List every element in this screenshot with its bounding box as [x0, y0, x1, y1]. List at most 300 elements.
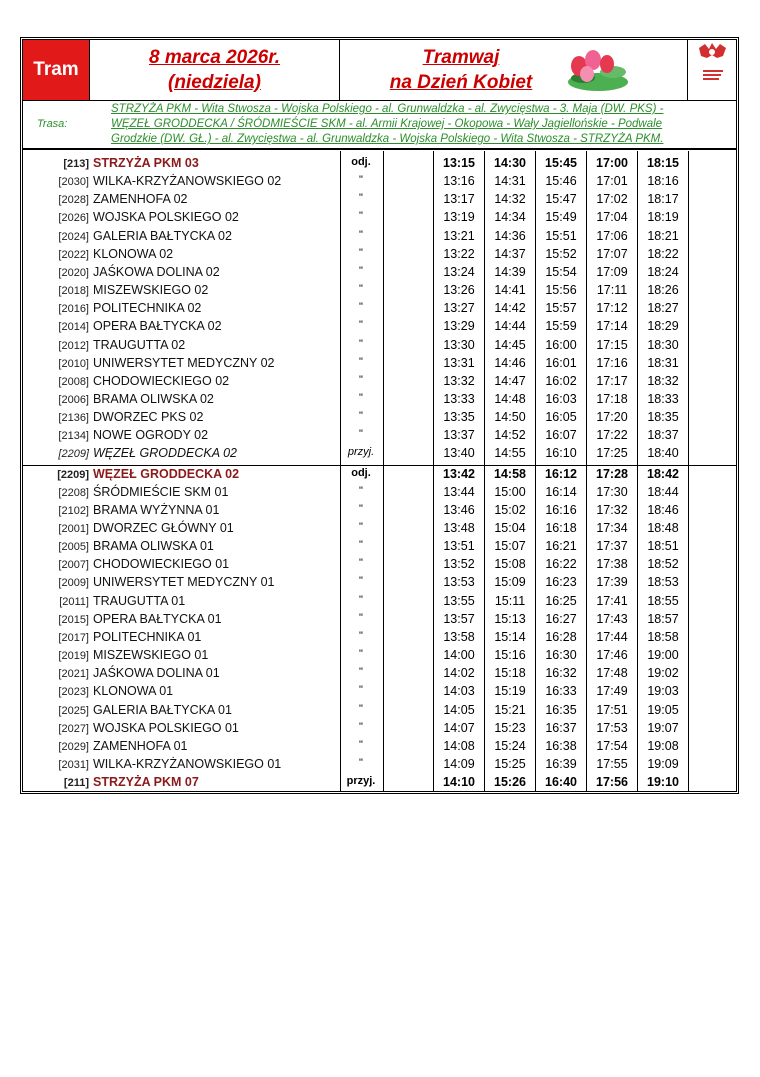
departure-time: 13:19	[443, 210, 475, 225]
departure-time: 14:07	[443, 720, 475, 735]
departure-mark: "	[359, 228, 363, 241]
departure-mark: "	[359, 373, 363, 386]
table-row	[23, 466, 736, 484]
column-line	[637, 151, 638, 791]
departure-time: 15:21	[494, 702, 526, 717]
stop-name: WOJSKA POLSKIEGO 02	[93, 210, 239, 225]
table-row	[23, 593, 736, 611]
table-row	[23, 282, 736, 300]
departure-mark: "	[359, 702, 363, 715]
departure-time: 13:35	[443, 410, 475, 425]
departure-time: 15:26	[494, 775, 526, 790]
departure-time: 15:49	[545, 210, 577, 225]
departure-time: 14:34	[494, 210, 526, 225]
stop-code: [2020]	[58, 266, 89, 279]
stop-code: [2021]	[58, 668, 89, 681]
departure-mark: "	[359, 521, 363, 533]
departure-time: 18:16	[647, 174, 679, 189]
stop-name: MISZEWSKIEGO 02	[93, 283, 209, 298]
departure-time: 18:57	[647, 611, 679, 626]
departure-time: 16:14	[545, 484, 577, 499]
departure-time: 17:11	[596, 283, 628, 298]
departure-time: 14:09	[443, 756, 475, 771]
departure-time: 14:32	[494, 192, 526, 207]
departure-time: 13:31	[443, 355, 475, 370]
departure-time: 14:58	[494, 466, 526, 481]
departure-mark: "	[359, 684, 363, 697]
stop-name: STRZYŻA PKM 03	[93, 156, 199, 170]
departure-time: 14:55	[494, 446, 526, 461]
table-row	[23, 774, 736, 792]
stop-code: [2011]	[59, 595, 89, 608]
departure-time: 13:27	[443, 301, 475, 316]
departure-mark: "	[359, 319, 363, 332]
column-line	[383, 151, 384, 791]
departure-time: 18:29	[647, 319, 679, 334]
departure-time: 17:20	[596, 410, 628, 425]
table-row	[23, 264, 736, 282]
departure-time: 15:08	[494, 557, 526, 572]
departure-mark: przyj.	[346, 775, 376, 788]
departure-mark: "	[359, 539, 363, 552]
departure-time: 17:02	[596, 192, 628, 207]
departure-time: 16:01	[545, 355, 577, 370]
stop-code: [2006]	[58, 393, 89, 406]
departure-time: 14:02	[443, 666, 475, 681]
departure-time: 17:41	[596, 593, 628, 608]
departure-time: 16:38	[545, 738, 577, 753]
table-row	[23, 355, 736, 373]
departure-time: 19:08	[647, 738, 679, 753]
table-row	[23, 445, 736, 463]
departure-time: 15:57	[545, 301, 577, 316]
stop-name: WĘZEŁ GRODDECKA 02	[93, 466, 240, 481]
route-description	[111, 102, 723, 147]
table-row	[23, 683, 736, 701]
departure-time: 15:54	[545, 264, 577, 279]
departure-time: 13:29	[443, 319, 475, 334]
stop-name: ŚRÓDMIEŚCIE SKM 01	[93, 484, 229, 499]
column-line	[340, 151, 341, 791]
departure-time: 17:14	[596, 319, 628, 334]
departure-time: 13:15	[443, 156, 475, 170]
departure-time: 15:23	[494, 720, 526, 735]
route-label: Trasa:	[37, 118, 68, 130]
departure-mark: "	[359, 611, 363, 624]
stop-code: [211]	[63, 777, 89, 790]
departure-time: 13:21	[443, 228, 475, 243]
departure-time: 14:30	[494, 156, 526, 170]
departure-mark: "	[359, 246, 363, 259]
stop-code: [2017]	[58, 631, 89, 644]
tram-badge: Tram	[23, 40, 90, 100]
stop-code: [2024]	[58, 230, 89, 243]
departure-time: 14:52	[494, 428, 526, 443]
departure-time: 13:26	[443, 283, 475, 298]
column-line	[586, 151, 587, 791]
departure-time: 18:42	[647, 466, 679, 481]
departure-time: 17:28	[596, 466, 628, 481]
table-row	[23, 611, 736, 629]
departure-time: 15:16	[494, 648, 526, 663]
departure-time: 14:03	[443, 684, 475, 699]
table-row	[23, 409, 736, 427]
departure-time: 14:47	[494, 373, 526, 388]
departure-time: 15:51	[545, 228, 577, 243]
stop-code: [2005]	[58, 541, 89, 554]
departure-time: 15:24	[494, 738, 526, 753]
departure-time: 17:34	[596, 521, 628, 535]
table-row	[23, 173, 736, 191]
departure-time: 17:38	[596, 557, 628, 572]
departure-time: 15:13	[494, 611, 526, 626]
stop-name: CHODOWIECKIEGO 01	[93, 557, 230, 572]
table-row	[23, 520, 736, 538]
route-line: STRZYŻA PKM - Wita Stwosza - Wojska Polskiego - al. Grunwaldzka - al. Zwycięstwa - 3. Maja (DW. PKS) -	[111, 103, 664, 115]
departure-time: 17:53	[596, 720, 628, 735]
stop-name: POLITECHNIKA 01	[93, 629, 202, 644]
column-line	[535, 151, 536, 791]
departure-time: 18:31	[647, 355, 679, 370]
departure-time: 14:08	[443, 738, 475, 753]
table-row	[23, 629, 736, 647]
departure-time: 17:56	[596, 775, 628, 790]
column-line	[433, 151, 434, 791]
date-line: 8 marca 2026r.	[148, 47, 280, 68]
stop-code: [2102]	[58, 504, 89, 517]
departure-time: 19:07	[647, 720, 679, 735]
departure-time: 15:46	[545, 174, 577, 189]
departure-mark: "	[359, 428, 363, 441]
departure-mark: "	[359, 557, 363, 570]
stop-name: MISZEWSKIEGO 01	[93, 648, 209, 663]
departure-time: 17:55	[596, 756, 628, 771]
departure-time: 17:09	[596, 264, 628, 279]
departure-time: 16:30	[545, 648, 577, 663]
departure-mark: "	[359, 738, 363, 751]
departure-mark: "	[359, 391, 363, 404]
departure-time: 14:44	[494, 319, 526, 334]
departure-time: 16:25	[545, 593, 577, 608]
stop-code: [2019]	[58, 650, 89, 663]
departure-time: 14:46	[494, 355, 526, 370]
table-row	[23, 155, 736, 173]
departure-mark: "	[359, 756, 363, 769]
departure-mark: "	[359, 301, 363, 314]
departure-time: 17:17	[596, 373, 628, 388]
departure-time: 16:22	[545, 557, 577, 572]
departure-time: 15:25	[494, 756, 526, 771]
header	[23, 40, 736, 101]
departure-time: 17:04	[596, 210, 628, 225]
table-row	[23, 318, 736, 336]
departure-time: 18:53	[647, 575, 679, 590]
departure-time: 15:18	[494, 666, 526, 681]
departure-time: 16:37	[545, 720, 577, 735]
table-row	[23, 502, 736, 520]
departure-mark: "	[359, 648, 363, 661]
departure-time: 16:07	[545, 428, 577, 443]
departure-time: 18:40	[647, 446, 679, 461]
departure-time: 18:21	[647, 228, 679, 243]
departure-time: 18:46	[647, 502, 679, 517]
departure-time: 17:46	[596, 648, 628, 663]
departure-time: 17:00	[596, 156, 628, 170]
departure-time: 17:49	[596, 684, 628, 699]
stop-name: BRAMA OLIWSKA 02	[93, 391, 214, 406]
departure-time: 15:11	[494, 593, 526, 608]
departure-time: 19:10	[647, 775, 679, 790]
table-row	[23, 756, 736, 774]
stop-code: [2031]	[58, 758, 89, 771]
departure-time: 13:51	[443, 539, 475, 554]
stop-name: BRAMA OLIWSKA 01	[93, 539, 214, 554]
departure-time: 15:04	[494, 521, 526, 535]
stop-code: [2026]	[58, 212, 89, 225]
departure-time: 17:54	[596, 738, 628, 753]
stop-name: WILKA-KRZYŻANOWSKIEGO 01	[93, 756, 282, 771]
departure-time: 18:48	[647, 521, 679, 535]
departure-time: 16:23	[545, 575, 577, 590]
departure-time: 19:00	[647, 648, 679, 663]
departure-time: 13:55	[443, 593, 475, 608]
departure-time: 16:35	[545, 702, 577, 717]
departure-time: 15:59	[545, 319, 577, 334]
departure-time: 13:22	[443, 246, 475, 261]
stop-code: [2209]	[57, 468, 89, 481]
departure-time: 17:07	[596, 246, 628, 261]
column-line	[484, 151, 485, 791]
departure-time: 18:27	[647, 301, 679, 316]
departure-time: 13:24	[443, 264, 475, 279]
column-line	[688, 151, 689, 791]
stop-name: WILKA-KRZYŻANOWSKIEGO 02	[93, 174, 282, 189]
table-row	[23, 738, 736, 756]
title-line1: Tramwaj	[422, 47, 500, 68]
stop-name: JAŚKOWA DOLINA 02	[93, 264, 220, 279]
departure-mark: "	[359, 484, 363, 497]
departure-mark: "	[359, 192, 363, 205]
departure-time: 17:16	[596, 355, 628, 370]
stop-code: [2023]	[58, 686, 89, 699]
stop-name: UNIWERSYTET MEDYCZNY 02	[93, 355, 275, 370]
departure-time: 13:37	[443, 428, 475, 443]
table-row	[23, 556, 736, 574]
departure-time: 15:47	[545, 192, 577, 207]
departure-time: 16:16	[545, 502, 577, 517]
table-row	[23, 246, 736, 264]
departure-time: 16:21	[545, 539, 577, 554]
departure-time: 15:52	[545, 246, 577, 261]
route-line: Grodzkie (DW. GŁ.) - al. Zwycięstwa - al. Grunwaldzka - Wojska Polskiego - Wita Stwosza - STRZYŻA PKM.	[111, 133, 664, 145]
departure-time: 18:55	[647, 593, 679, 608]
departure-time: 18:26	[647, 283, 679, 298]
stop-name: TRAUGUTTA 02	[93, 337, 186, 352]
departure-time: 19:05	[647, 702, 679, 717]
table-row	[23, 337, 736, 355]
departure-time: 18:44	[647, 484, 679, 499]
departure-time: 14:48	[494, 391, 526, 406]
departure-mark: "	[359, 720, 363, 733]
departure-time: 13:32	[443, 373, 475, 388]
departure-time: 13:52	[443, 557, 475, 572]
departure-mark: "	[359, 575, 363, 588]
departure-time: 13:44	[443, 484, 475, 499]
stop-name: UNIWERSYTET MEDYCZNY 01	[93, 575, 275, 590]
departure-time: 16:18	[545, 521, 577, 535]
title-line2: na Dzień Kobiet	[389, 72, 533, 93]
departure-time: 16:12	[545, 466, 577, 481]
departure-time: 19:03	[647, 684, 679, 699]
title-text	[341, 45, 581, 95]
departure-time: 17:12	[596, 301, 628, 316]
departure-time: 13:58	[443, 629, 475, 644]
divider	[23, 465, 736, 466]
table-row	[23, 702, 736, 720]
divider	[23, 148, 736, 150]
departure-time: 16:27	[545, 611, 577, 626]
departure-time: 17:18	[596, 391, 628, 406]
departure-time: 17:30	[596, 484, 628, 499]
route-section	[23, 101, 736, 149]
departure-mark: "	[359, 210, 363, 223]
departure-time: 16:00	[545, 337, 577, 352]
departure-time: 19:02	[647, 666, 679, 681]
departure-time: 15:02	[494, 502, 526, 517]
departure-time: 14:31	[494, 174, 526, 189]
table-row	[23, 391, 736, 409]
stop-code: [2014]	[58, 321, 89, 334]
departure-time: 13:53	[443, 575, 475, 590]
logo-cell	[689, 40, 736, 100]
departure-time: 18:30	[647, 337, 679, 352]
departure-time: 18:35	[647, 410, 679, 425]
departure-time: 18:37	[647, 428, 679, 443]
departure-time: 18:17	[647, 192, 679, 207]
stop-name: TRAUGUTTA 01	[93, 593, 186, 608]
departure-time: 18:15	[647, 156, 679, 170]
stop-name: OPERA BAŁTYCKA 02	[93, 319, 222, 334]
departure-time: 13:57	[443, 611, 475, 626]
departure-time: 13:42	[443, 466, 475, 481]
departure-time: 14:00	[443, 648, 475, 663]
stop-code: [2012]	[58, 339, 89, 352]
stop-code: [2030]	[58, 176, 89, 189]
departure-time: 17:37	[596, 539, 628, 554]
departure-time: 13:40	[443, 446, 475, 461]
stop-name: ZAMENHOFA 02	[93, 192, 188, 207]
departure-time: 17:25	[596, 446, 628, 461]
stop-code: [2010]	[58, 357, 89, 370]
departure-time: 15:09	[494, 575, 526, 590]
departure-mark: "	[359, 264, 363, 277]
table-row	[23, 209, 736, 227]
departure-time: 16:32	[545, 666, 577, 681]
departure-time: 16:10	[545, 446, 577, 461]
table-row	[23, 191, 736, 209]
departure-time: 19:09	[647, 756, 679, 771]
stop-code: [2134]	[58, 430, 89, 443]
table-row	[23, 538, 736, 556]
title-cell	[341, 40, 688, 100]
departure-time: 14:50	[494, 410, 526, 425]
departure-time: 16:40	[545, 775, 577, 790]
stop-name: DWORZEC GŁÓWNY 01	[93, 521, 234, 535]
departure-time: 13:17	[443, 192, 475, 207]
departure-time: 14:42	[494, 301, 526, 316]
table-row	[23, 300, 736, 318]
stop-code: [2208]	[58, 486, 89, 499]
departure-time: 17:06	[596, 228, 628, 243]
departure-mark: odj.	[351, 466, 371, 479]
departure-time: 14:36	[494, 228, 526, 243]
departure-time: 14:41	[494, 283, 526, 298]
stop-code: [2029]	[58, 740, 89, 753]
departure-mark: "	[359, 666, 363, 679]
departure-mark: przyj.	[347, 446, 375, 459]
departure-time: 18:52	[647, 557, 679, 572]
departure-time: 18:51	[647, 539, 679, 554]
table-row	[23, 647, 736, 665]
departure-time: 13:30	[443, 337, 475, 352]
departure-time: 18:19	[647, 210, 679, 225]
departure-time: 17:48	[596, 666, 628, 681]
departure-time: 15:19	[494, 684, 526, 699]
stop-code: [2015]	[58, 613, 89, 626]
stop-code: [2018]	[58, 285, 89, 298]
stop-code: [2008]	[58, 375, 89, 388]
departure-mark: "	[359, 283, 363, 296]
departure-time: 15:14	[494, 629, 526, 644]
stop-name: WĘZEŁ GRODDECKA 02	[93, 446, 238, 461]
departure-time: 18:33	[647, 391, 679, 406]
stop-code: [2001]	[58, 523, 89, 535]
departure-mark: "	[359, 593, 363, 606]
table-row	[23, 665, 736, 683]
departure-time: 13:46	[443, 502, 475, 517]
departure-mark: odj.	[351, 156, 371, 168]
timetable-frame	[20, 37, 739, 794]
departure-time: 17:01	[596, 174, 628, 189]
departure-time: 18:22	[647, 246, 679, 261]
date-cell	[90, 40, 340, 100]
departure-time: 16:03	[545, 391, 577, 406]
departure-time: 15:00	[494, 484, 526, 499]
departure-time: 13:48	[443, 521, 475, 535]
stop-code: [2016]	[58, 303, 89, 316]
departure-time: 17:22	[596, 428, 628, 443]
table-row	[23, 228, 736, 246]
stop-name: JAŚKOWA DOLINA 01	[93, 666, 220, 681]
stop-name: KLONOWA 02	[93, 246, 174, 261]
stop-name: NOWE OGRODY 02	[93, 428, 209, 443]
table-row	[23, 427, 736, 445]
departure-time: 17:43	[596, 611, 628, 626]
departure-time: 17:39	[596, 575, 628, 590]
stop-code: [2028]	[58, 194, 89, 207]
departure-mark: "	[359, 337, 363, 350]
departure-time: 18:32	[647, 373, 679, 388]
departure-time: 13:16	[443, 174, 475, 189]
departure-time: 16:05	[545, 410, 577, 425]
departure-time: 13:33	[443, 391, 475, 406]
stop-code: [2009]	[58, 577, 89, 590]
tulips-icon	[563, 48, 633, 92]
table-row	[23, 720, 736, 738]
stop-name: OPERA BAŁTYCKA 01	[93, 611, 222, 626]
stop-name: ZAMENHOFA 01	[93, 738, 188, 753]
departure-time: 14:45	[494, 337, 526, 352]
